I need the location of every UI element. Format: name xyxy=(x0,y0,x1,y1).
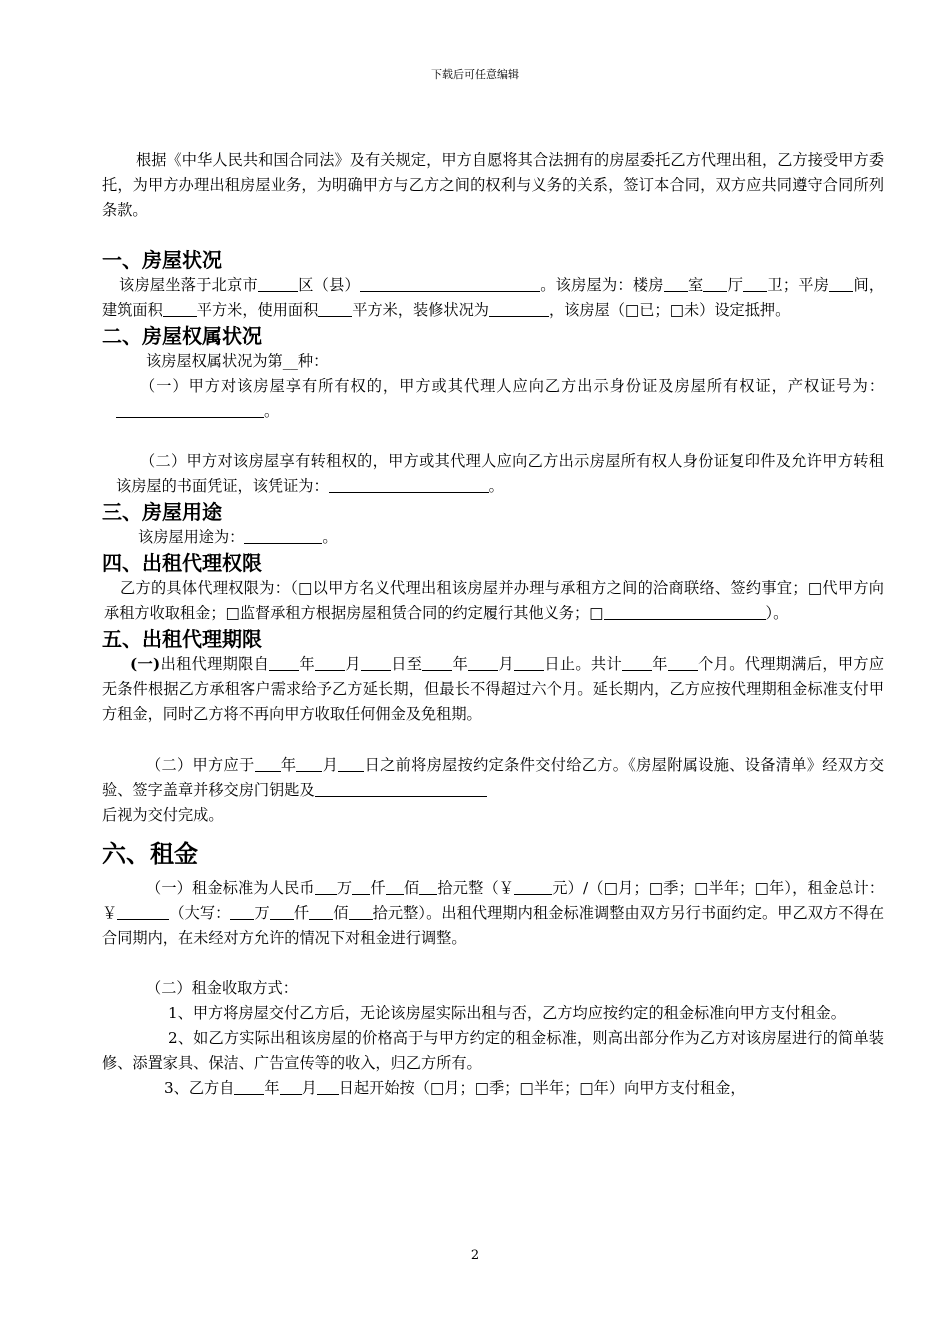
section-5-item-1: (一)出租代理期限自 年 月 日至 年 月 日止。共计 年 个月。代理期满后，甲方应无条件根据乙方承租客户需求给予乙方延长期，但最长不得超过六个月。延长期内，乙方应按代理期租金标准支付甲方租金，同时乙方将不再向甲方收取任何佣金及免租期。 xyxy=(102,655,885,723)
section-6-title: 六、租金 xyxy=(102,840,198,868)
section-2-title: 二、房屋权属状况 xyxy=(102,324,262,348)
intro-paragraph: 根据《中华人民共和国合同法》及有关规定，甲方自愿将其合法拥有的房屋委托乙方代理出租，乙方接受甲方委托，为甲方办理出租房屋业务，为明确甲方与乙方之间的权利与义务的关系，签订本合同，双方应共同遵守合同所列条款。 xyxy=(102,151,884,219)
section-5-title: 五、出租代理期限 xyxy=(102,627,262,651)
section-3-title: 三、房屋用途 xyxy=(102,500,222,524)
section-2-kind: 该房屋权属状况为第__种： xyxy=(146,352,329,370)
section-6-item-2: （二）租金收取方式： xyxy=(146,979,298,997)
contract-body xyxy=(102,148,884,1101)
section-1-text: 该房屋坐落于北京市 区（县） 。该房屋为：楼房 室 厅 卫；平房 间，建筑面积 平方米，使用面积 平方米，装修状况为 ，该房屋（□已；□未）设定抵押。 xyxy=(102,276,885,319)
section-4-text: 乙方的具体代理权限为：（□以甲方名义代理出租该房屋并办理与承租方之间的洽商联络、签约事宜；□代甲方向承租方收取租金；□监督承租方根据房屋租赁合同的约定履行其他义务；□ ）。 xyxy=(104,579,884,622)
page-number: 2 xyxy=(470,1248,480,1263)
section-6-rule-2: 2、如乙方实际出租该房屋的价格高于与甲方约定的租金标准，则高出部分作为乙方对该房屋进行的简单装修、添置家具、保洁、广告宣传等的收入，归乙方所有。 xyxy=(102,1029,884,1072)
section-6-rule-1: 1、甲方将房屋交付乙方后，无论该房屋实际出租与否，乙方均应按约定的租金标准向甲方支付租金。 xyxy=(168,1004,846,1022)
section-5-item-2: （二）甲方应于 年 月 日之前将房屋按约定条件交付给乙方。《房屋附属设施、设备清单》经双方交验、签字盖章并移交房门钥匙及 后视为交付完成。 xyxy=(102,756,885,824)
section-4-title: 四、出租代理权限 xyxy=(102,551,262,575)
header-note: 下载后可任意编辑 xyxy=(431,68,519,81)
section-2-item-1: （一）甲方对该房屋享有所有权的，甲方或其代理人应向乙方出示身份证及房屋所有权证，产权证号为：。 xyxy=(102,374,884,424)
section-6-item-1: （一）租金标准为人民币 万 仟 佰 拾元整（￥ 元）/（□月；□季；□半年；□年），租金总计：￥ （大写： 万 仟 佰 拾元整）。出租代理期内租金标准调整由双方另行书面约定。甲乙双方不得在合同期内，在未经对方允许的情况下对租金进行调整。 xyxy=(102,879,885,947)
section-2-item-2: （二）甲方对该房屋享有转租权的，甲方或其代理人应向乙方出示房屋所有权人身份证复印件及允许甲方转租该房屋的书面凭证，该凭证为： 。 xyxy=(116,452,884,495)
section-1-title: 一、房屋状况 xyxy=(102,248,222,272)
section-3-text: 该房屋用途为： 。 xyxy=(138,528,338,546)
section-6-rule-3: 3、乙方自 年 月 日起开始按（□月；□季；□半年；□年）向甲方支付租金， xyxy=(164,1079,746,1097)
